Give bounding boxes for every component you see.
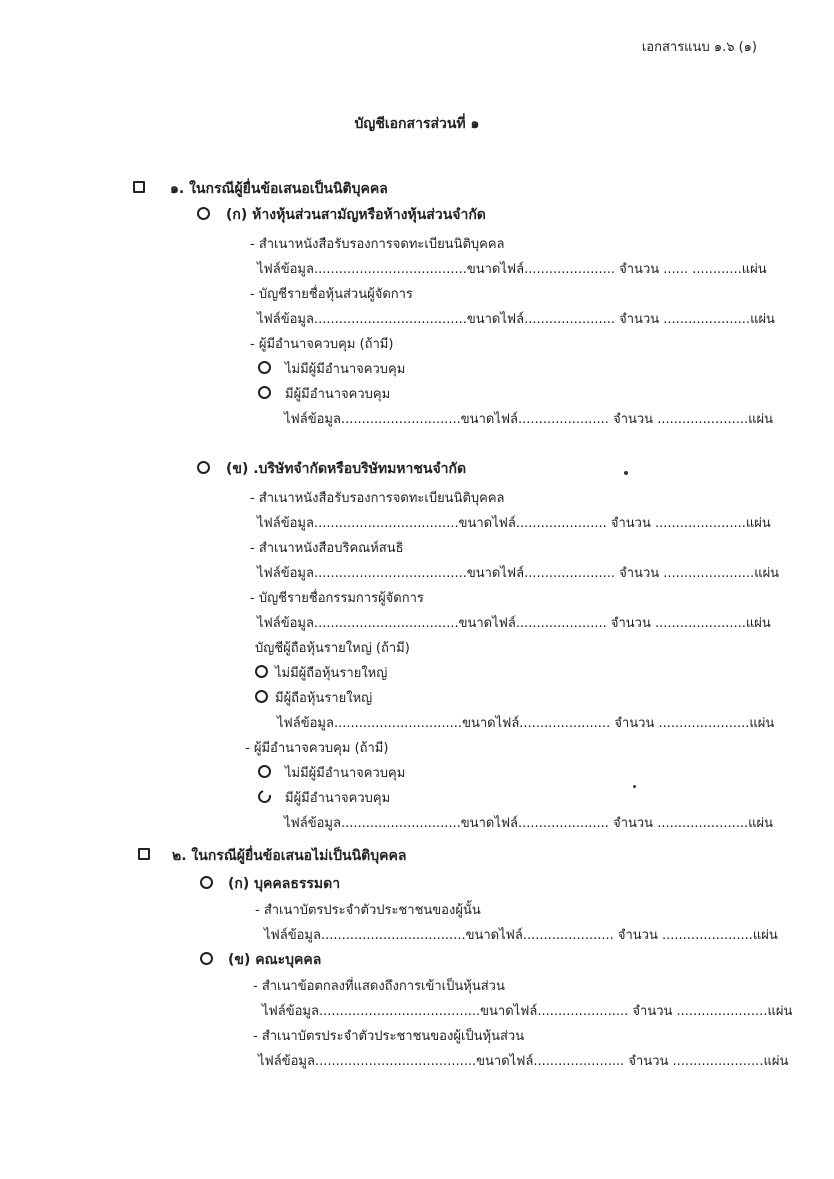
s2a-radio[interactable] <box>200 876 213 889</box>
s1a-radio[interactable] <box>197 207 210 220</box>
s1b-item3: - บัญชีรายชื่อกรรมการผู้จัดการ <box>250 591 424 606</box>
s1a-item3: - ผู้มีอำนาจควบคุม (ถ้ามี) <box>250 337 394 352</box>
s1b-item2: - สำเนาหนังสือบริคณห์สนธิ <box>250 541 404 556</box>
s1b-item5: - ผู้มีอำนาจควบคุม (ถ้ามี) <box>245 741 389 756</box>
s1b-has-shareholder-radio[interactable] <box>255 690 268 703</box>
s1a-item1-fileline: ไฟล์ข้อมูล.....................................ขนาดไฟล์...................... จำนวน ...... ............แผ่น <box>257 262 767 277</box>
s1b-no-control-radio[interactable] <box>258 765 271 778</box>
s1b-item4: บัญชีผู้ถือหุ้นรายใหญ่ (ถ้ามี) <box>255 641 410 656</box>
s1b-heading: (ข) .บริษัทจำกัดหรือบริษัทมหาชนจำกัด <box>226 461 467 477</box>
s1b-has-control-radio[interactable] <box>256 788 274 806</box>
s1b-has-control-label: มีผู้มีอำนาจควบคุม <box>285 791 391 806</box>
s2a-item1-fileline: ไฟล์ข้อมูล...................................ขนาดไฟล์...................... จำนวน ......................แผ่น <box>264 928 778 943</box>
document-reference: เอกสารแนบ ๑.๖ (๑) <box>641 40 757 55</box>
s1a-heading: (ก) ห้างหุ้นส่วนสามัญหรือห้างหุ้นส่วนจำกัด <box>226 207 486 223</box>
s1b-item3-fileline: ไฟล์ข้อมูล...................................ขนาดไฟล์...................... จำนวน ......................แผ่น <box>257 616 771 631</box>
s2b-item2-fileline: ไฟล์ข้อมูล.......................................ขนาดไฟล์...................... จำนวน ......................แผ่น <box>258 1054 789 1069</box>
s2b-radio[interactable] <box>200 952 213 965</box>
s1b-shareholder-fileline: ไฟล์ข้อมูล...............................ขนาดไฟล์...................... จำนวน ......................แผ่น <box>277 716 775 731</box>
s1a-item1: - สำเนาหนังสือรับรองการจดทะเบียนนิติบุคคล <box>250 237 505 252</box>
s1a-item2-fileline: ไฟล์ข้อมูล.....................................ขนาดไฟล์...................... จำนวน .....................แผ่น <box>257 312 775 327</box>
s2b-item2: - สำเนาบัตรประจำตัวประชาชนของผู้เป็นหุ้นส่วน <box>253 1029 525 1044</box>
section-1-heading: ๑. ในกรณีผู้ยื่นข้อเสนอเป็นนิติบุคคล <box>170 181 388 197</box>
s1b-control-fileline: ไฟล์ข้อมูล.............................ขนาดไฟล์...................... จำนวน ......................แผ่น <box>284 816 774 831</box>
s2b-item1-fileline: ไฟล์ข้อมูล.......................................ขนาดไฟล์...................... จำนวน ......................แผ่น <box>262 1004 793 1019</box>
s1a-no-control-label: ไม่มีผู้มีอำนาจควบคุม <box>285 362 406 377</box>
speck <box>624 471 628 475</box>
s1a-item2: - บัญชีรายชื่อหุ้นส่วนผู้จัดการ <box>250 287 413 302</box>
s2b-item1: - สำเนาข้อตกลงที่แสดงถึงการเข้าเป็นหุ้นส่วน <box>253 979 505 994</box>
s2a-heading: (ก) บุคคลธรรมดา <box>228 876 341 892</box>
s2b-heading: (ข) คณะบุคคล <box>228 952 322 968</box>
section-2-checkbox[interactable] <box>138 848 150 860</box>
section-2-heading: ๒. ในกรณีผู้ยื่นข้อเสนอไม่เป็นนิติบุคคล <box>172 848 407 864</box>
s1b-no-control-label: ไม่มีผู้มีอำนาจควบคุม <box>285 766 406 781</box>
s1a-has-control-radio[interactable] <box>258 386 271 399</box>
section-1-checkbox[interactable] <box>133 181 145 193</box>
s1b-radio[interactable] <box>197 461 210 474</box>
s1a-has-control-label: มีผู้มีอำนาจควบคุม <box>285 387 391 402</box>
s1b-item2-fileline: ไฟล์ข้อมูล.....................................ขนาดไฟล์...................... จำนวน ......................แผ่น <box>257 566 780 581</box>
s1a-control-fileline: ไฟล์ข้อมูล.............................ขนาดไฟล์...................... จำนวน ......................แผ่น <box>284 412 774 427</box>
s1b-no-shareholder-label: ไม่มีผู้ถือหุ้นรายใหญ่ <box>275 666 388 681</box>
s1b-no-shareholder-radio[interactable] <box>255 665 268 678</box>
s2a-item1: - สำเนาบัตรประจำตัวประชาชนของผู้นั้น <box>255 903 481 918</box>
s1a-no-control-radio[interactable] <box>258 361 271 374</box>
s1b-has-shareholder-label: มีผู้ถือหุ้นรายใหญ่ <box>275 691 373 706</box>
speck <box>633 785 636 788</box>
page-title: บัญชีเอกสารส่วนที่ ๑ <box>354 116 480 132</box>
s1b-item1-fileline: ไฟล์ข้อมูล...................................ขนาดไฟล์...................... จำนวน ......................แผ่น <box>257 516 771 531</box>
s1b-item1: - สำเนาหนังสือรับรองการจดทะเบียนนิติบุคคล <box>250 491 505 506</box>
